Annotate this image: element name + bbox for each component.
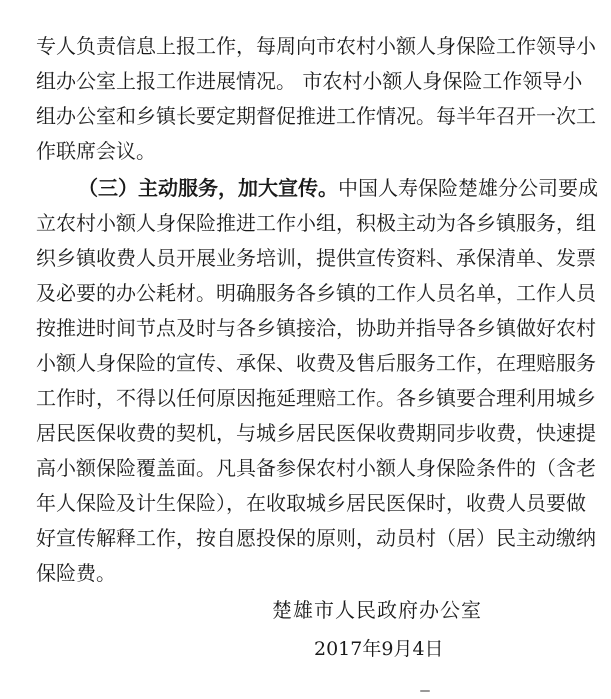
text-line: 组办公室和乡镇长要定期督促推进工作情况。每半年召开一次工 <box>36 104 596 128</box>
signature-organization: 楚雄市人民政府办公室 <box>272 598 482 622</box>
text-line: 织乡镇收费人员开展业务培训，提供宣传资料、承保清单、发票 <box>36 246 596 270</box>
text-line: 立农村小额人身保险推进工作小组，积极主动为各乡镇服务，组 <box>36 211 596 235</box>
section-3-first-line <box>78 173 598 203</box>
text-line: 好宣传解释工作，按自愿投保的原则，动员村（居）民主动缴纳 <box>36 526 596 550</box>
text-line: 工作时，不得以任何原因拖延理赔工作。各乡镇要合理利用城乡 <box>36 386 596 410</box>
text-line: 组办公室上报工作进展情况。 市农村小额人身保险工作领导小 <box>36 69 583 93</box>
section-3-heading: （三）主动服务，加大宣传。 <box>78 176 338 200</box>
signature-date: 2017年9月4日 <box>314 638 444 660</box>
text-line: 及必要的办公耗材。明确服务各乡镇的工作人员名单，工作人员 <box>36 281 596 305</box>
text-line: 作联席会议。 <box>36 139 156 163</box>
text-line: 高小额保险覆盖面。凡具备参保农村小额人身保险条件的（含老 <box>36 456 596 480</box>
text-line: 年人保险及计生保险），在收取城乡居民医保时，收费人员要做 <box>36 491 586 515</box>
text-line: 专人负责信息上报工作，每周向市农村小额人身保险工作领导小 <box>36 34 596 58</box>
section-3-first-line-text: 中国人寿保险楚雄分公司要成 <box>338 176 598 200</box>
stamp-mark <box>420 690 430 692</box>
text-line: 保险费。 <box>36 561 116 585</box>
text-line: 居民医保收费的契机，与城乡居民医保收费期同步收费，快速提 <box>36 421 596 445</box>
text-line: 按推进时间节点及时与各乡镇接洽，协助并指导各乡镇做好农村 <box>36 316 596 340</box>
text-line: 小额人身保险的宣传、承保、收费及售后服务工作，在理赔服务 <box>36 351 596 375</box>
